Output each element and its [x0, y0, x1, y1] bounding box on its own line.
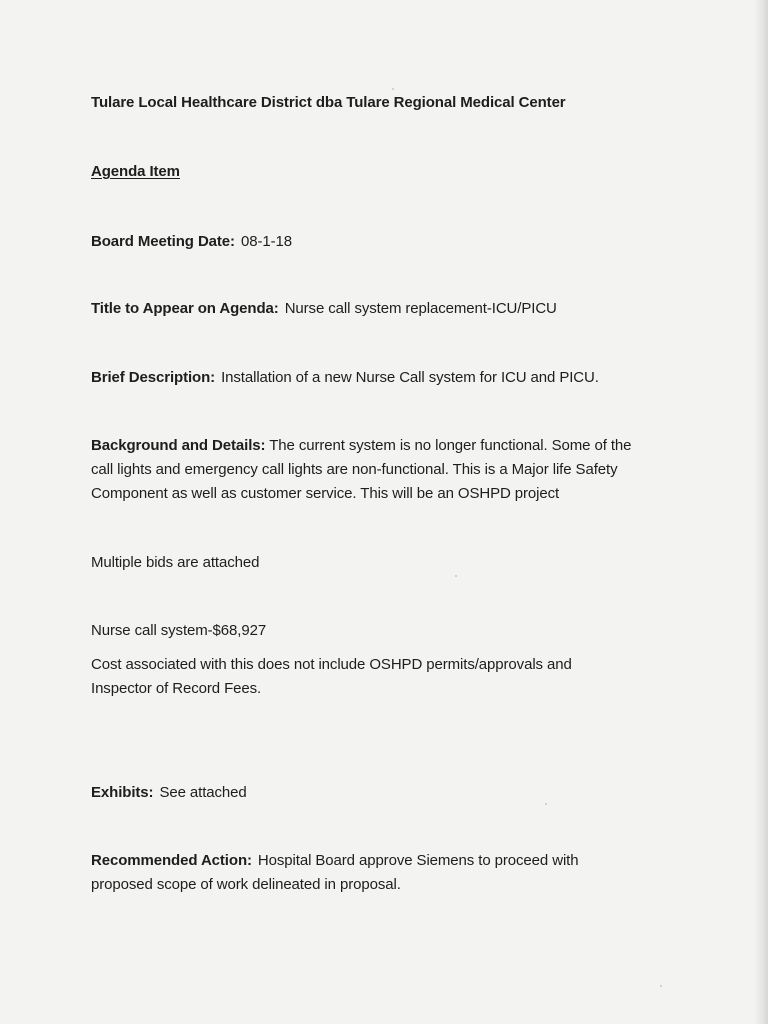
- brief-description-label: Brief Description:: [91, 369, 216, 386]
- cost-note-line-2: Inspector of Record Fees.: [91, 680, 262, 697]
- recommended-action-label: Recommended Action:: [91, 852, 252, 869]
- recommended-action-line-1: Hospital Board approve Siemens to proceed with: [257, 852, 579, 869]
- agenda-heading: Agenda Item: [91, 163, 180, 180]
- organization-title: Tulare Local Healthcare District dba Tulare Regional Medical Center: [91, 94, 566, 111]
- brief-description-row: [91, 369, 599, 387]
- meeting-date-value: 08-1-18: [240, 233, 292, 250]
- bids-note: Multiple bids are attached: [91, 554, 260, 571]
- scan-speck: [545, 803, 547, 805]
- background-text-line-2: call lights and emergency call lights are non-functional. This is a Major life Safety: [91, 461, 618, 478]
- meeting-date-label: Board Meeting Date:: [91, 233, 235, 250]
- brief-description-value: Installation of a new Nurse Call system for ICU and PICU.: [221, 369, 599, 386]
- scan-speck: [660, 985, 662, 987]
- recommended-action-row-1: [91, 852, 579, 870]
- cost-note-line-1: Cost associated with this does not include OSHPD permits/approvals and: [91, 656, 572, 673]
- background-text-line-3: Component as well as customer service. This will be an OSHPD project: [91, 485, 560, 502]
- agenda-title-label: Title to Appear on Agenda:: [91, 300, 279, 317]
- background-text-line-1: The current system is no longer functional. Some of the: [269, 437, 632, 454]
- exhibits-row: [91, 784, 247, 802]
- agenda-title-value: Nurse call system replacement-ICU/PICU: [284, 300, 557, 317]
- exhibits-label: Exhibits:: [91, 784, 154, 801]
- exhibits-value: See attached: [159, 784, 247, 801]
- scan-edge-shadow: [754, 0, 768, 1024]
- recommended-action-line-2: proposed scope of work delineated in proposal.: [91, 876, 401, 893]
- agenda-title-row: [91, 300, 557, 318]
- cost-line: Nurse call system-$68,927: [91, 622, 267, 639]
- meeting-date-row: [91, 233, 292, 251]
- background-label: Background and Details:: [91, 437, 266, 454]
- background-row-1: [91, 437, 631, 455]
- scan-speck: [392, 88, 394, 90]
- scan-speck: [455, 575, 457, 577]
